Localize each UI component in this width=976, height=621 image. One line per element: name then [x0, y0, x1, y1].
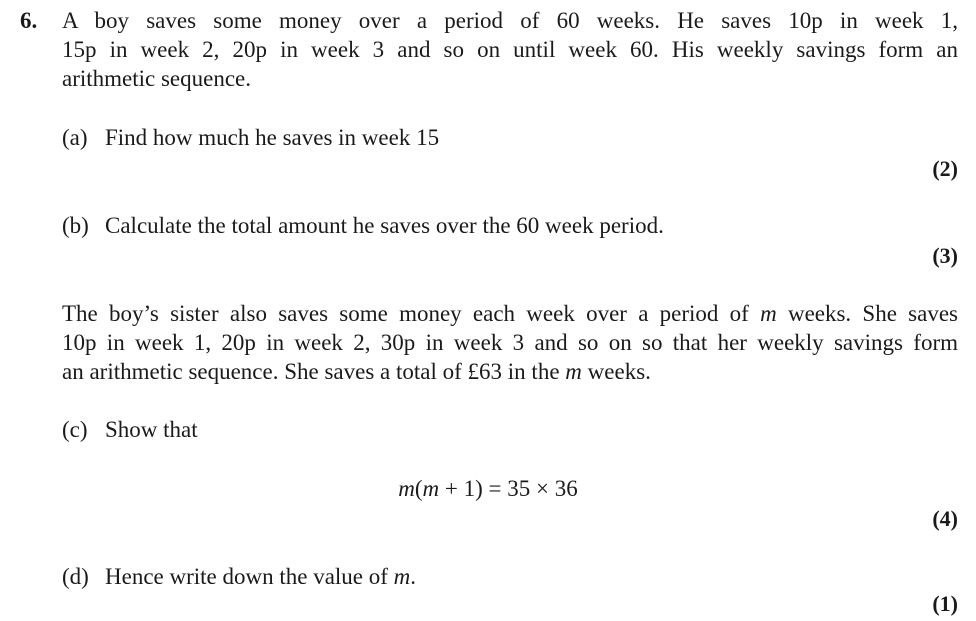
- part-b-label: (b): [62, 213, 89, 238]
- sister-line-1-b: weeks. She saves: [776, 301, 959, 326]
- sister-paragraph: [62, 299, 958, 386]
- part-d-period: .: [410, 564, 417, 589]
- equation: [0, 474, 976, 503]
- equation-rest: + 1) = 35 × 36: [439, 476, 578, 501]
- sister-line-1-a: The boy’s sister also saves some money each week over a period of: [62, 301, 761, 326]
- equation-open: (: [414, 476, 423, 501]
- part-b-marks: (3): [932, 243, 958, 268]
- question-number: 6.: [20, 8, 38, 33]
- intro-line-3: arithmetic sequence.: [62, 66, 252, 91]
- part-d-marks: (1): [932, 591, 958, 616]
- part-a-marks: (2): [932, 156, 958, 181]
- part-c-marks: (4): [932, 506, 958, 531]
- sister-line-3: [62, 357, 958, 386]
- part-d-label: (d): [62, 564, 89, 589]
- part-d-text: Hence write down the value of: [105, 564, 394, 589]
- part-a-label: (a): [62, 125, 88, 150]
- part-d: [62, 562, 416, 591]
- sister-line-1: [62, 299, 958, 328]
- intro-line-1: A boy saves some money over a period of 60 weeks. He saves 10p in week 1,: [62, 8, 958, 33]
- sister-line-3-a: an arithmetic sequence. She saves a total of £63 in the: [62, 359, 566, 384]
- sister-var-m-2: m: [565, 359, 582, 384]
- part-c-label: (c): [62, 417, 88, 442]
- sister-var-m: m: [760, 301, 777, 326]
- part-b-text: Calculate the total amount he saves over the 60 week period.: [105, 213, 664, 238]
- part-a: [62, 123, 439, 152]
- sister-line-3-b: weeks.: [581, 359, 651, 384]
- part-d-var: m: [393, 564, 411, 589]
- equation-m1: m: [398, 476, 415, 501]
- equation-m2: m: [422, 476, 440, 501]
- part-c: [62, 415, 198, 444]
- sister-line-2: 10p in week 1, 20p in week 2, 30p in week 3 and so on so that her weekly savings form: [62, 330, 958, 355]
- part-a-text: Find how much he saves in week 15: [105, 125, 440, 150]
- part-c-text: Show that: [105, 417, 198, 442]
- part-b: [62, 211, 664, 240]
- question-intro: [62, 6, 958, 93]
- intro-line-2: 15p in week 2, 20p in week 3 and so on until week 60. His weekly savings form an: [62, 37, 958, 62]
